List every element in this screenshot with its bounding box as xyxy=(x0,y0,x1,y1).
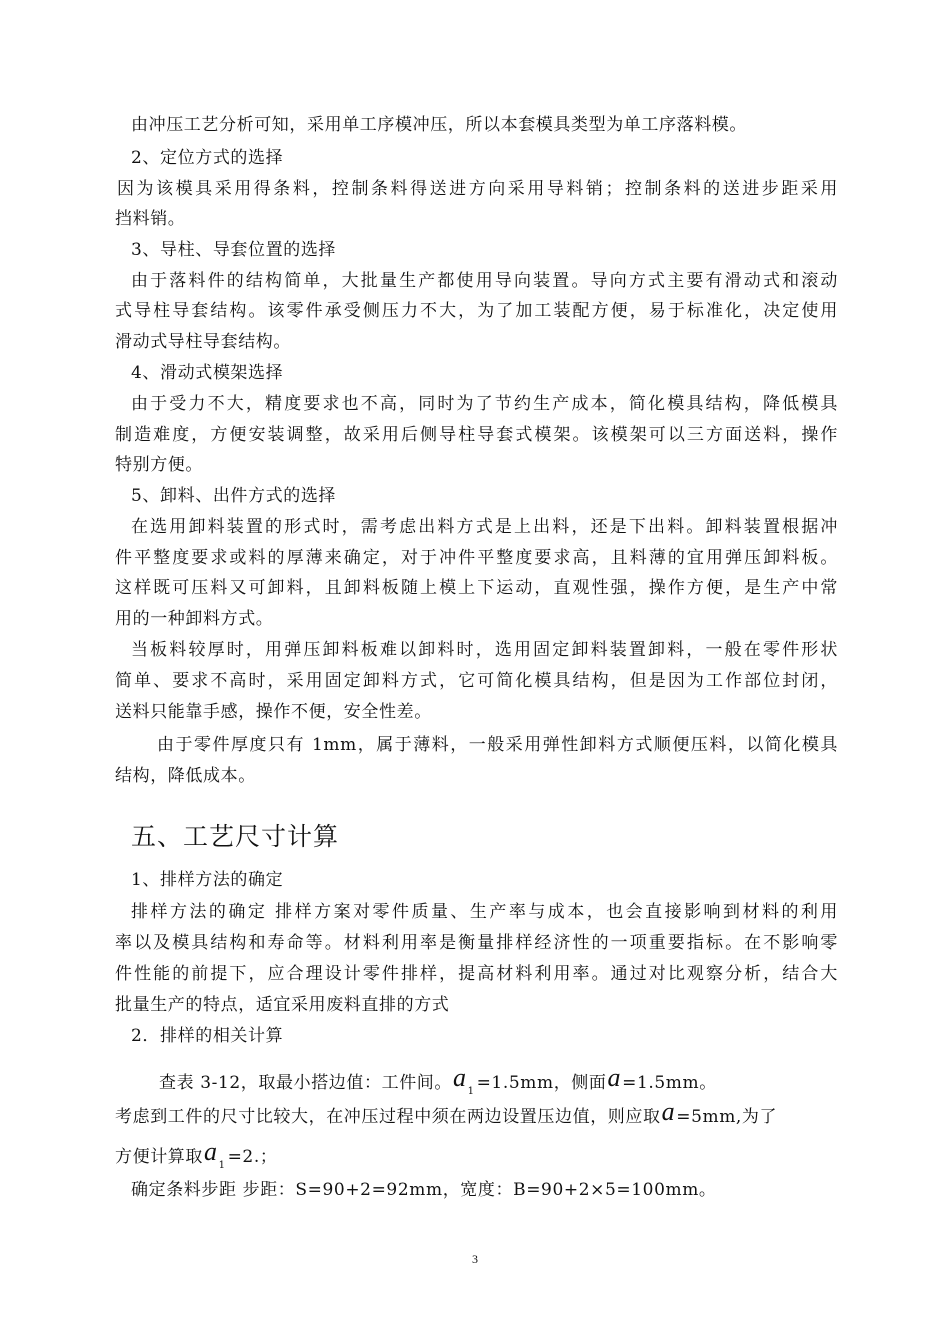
paragraph-line: 简单、要求不高时，采用固定卸料方式，它可简化模具结构，但是因为工作部位封闭， xyxy=(115,671,838,691)
calc-text: =2.； xyxy=(227,1147,278,1167)
paragraph-line: 这样既可压料又可卸料，且卸料板随上模上下运动，直观性强，操作方便，是生产中常 xyxy=(115,578,838,598)
section-title: 4、滑动式模架选择 xyxy=(131,363,284,383)
paragraph-line: 件性能的前提下，应合理设计零件排样，提高材料利用率。通过对比观察分析，结合大 xyxy=(115,964,838,984)
paragraph-line: 因为该模具采用得条料，控制条料得送进方向采用导料销；控制条料的送进步距采用 xyxy=(117,179,838,199)
paragraph-line: 由于落料件的结构简单，大批量生产都使用导向装置。导向方式主要有滑动式和滚动 xyxy=(131,271,838,291)
paragraph-line: 送料只能靠手感，操作不便，安全性差。 xyxy=(115,702,432,722)
paragraph-line: 结构，降低成本。 xyxy=(115,766,256,786)
section-title: 3、导柱、导套位置的选择 xyxy=(131,240,337,260)
paragraph-line: 由于受力不大，精度要求也不高，同时为了节约生产成本，简化模具结构，降低模具 xyxy=(131,394,838,414)
chapter-heading: 五、工艺尺寸计算 xyxy=(131,822,340,851)
paragraph-line: 特别方便。 xyxy=(115,455,203,475)
calc-line xyxy=(159,1063,884,1104)
paragraph-line: 批量生产的特点，适宜采用废料直排的方式 xyxy=(115,995,450,1015)
paragraph-line: 制造难度，方便安装调整，故采用后侧导柱导套式模架。该模架可以三方面送料，操作 xyxy=(115,425,838,445)
paragraph-line: 由于零件厚度只有 1mm，属于薄料，一般采用弹性卸料方式顺便压料，以简化模具 xyxy=(157,735,838,755)
section-title: 2、定位方式的选择 xyxy=(131,148,284,168)
symbol-a: a xyxy=(453,1063,467,1092)
paragraph-line: 率以及模具结构和寿命等。材料利用率是衡量排样经济性的一项重要指标。在不影响零 xyxy=(115,933,838,953)
paragraph-line: 在选用卸料装置的形式时，需考虑出料方式是上出料，还是下出料。卸料装置根据冲 xyxy=(131,517,838,537)
page-number: 3 xyxy=(472,1252,478,1266)
paragraph-line: 挡料销。 xyxy=(115,209,186,229)
paragraph-line: 滑动式导柱导套结构。 xyxy=(115,332,291,352)
calc-line: 确定条料步距 步距：S=90+2=92mm，宽度：B=90+2×5=100mm。 xyxy=(131,1180,717,1200)
calc-text: =1.5mm。 xyxy=(622,1073,717,1093)
calc-line xyxy=(115,1097,840,1129)
paragraph-line: 用的一种卸料方式。 xyxy=(115,609,274,629)
symbol-a: a xyxy=(607,1063,622,1092)
paragraph-line: 排样方法的确定 排样方案对零件质量、生产率与成本，也会直接影响到材料的利用 xyxy=(131,902,838,922)
subscript: 1 xyxy=(218,1160,226,1171)
paragraph-line: 当板料较厚时，用弹压卸料板难以卸料时，选用固定卸料装置卸料，一般在零件形状 xyxy=(131,640,838,660)
section-title: 5、卸料、出件方式的选择 xyxy=(131,486,337,506)
section-title: 1、排样方法的确定 xyxy=(131,870,284,890)
section-title: 2．排样的相关计算 xyxy=(131,1026,284,1046)
paragraph-line: 件平整度要求或料的厚薄来确定，对于冲件平整度要求高，且料薄的宜用弹压卸料板。 xyxy=(115,548,838,568)
paragraph-line: 式导柱导套结构。该零件承受侧压力不大，为了加工装配方便，易于标准化，决定使用 xyxy=(115,301,838,321)
symbol-a: a xyxy=(661,1097,676,1126)
calc-line xyxy=(115,1137,840,1178)
calc-text: 考虑到工件的尺寸比较大，在冲压过程中须在两边设置压边值，则应取 xyxy=(115,1107,661,1127)
calc-text: =1.5mm，侧面 xyxy=(476,1073,607,1093)
calc-text: 方便计算取 xyxy=(115,1147,203,1167)
calc-text: =5mm,为了 xyxy=(676,1107,778,1127)
paragraph-line: 由冲压工艺分析可知，采用单工序模冲压，所以本套模具类型为单工序落料模。 xyxy=(131,115,747,135)
calc-text: 查表 3-12，取最小搭边值：工件间。 xyxy=(159,1073,452,1093)
subscript: 1 xyxy=(467,1086,475,1097)
symbol-a: a xyxy=(204,1137,218,1166)
